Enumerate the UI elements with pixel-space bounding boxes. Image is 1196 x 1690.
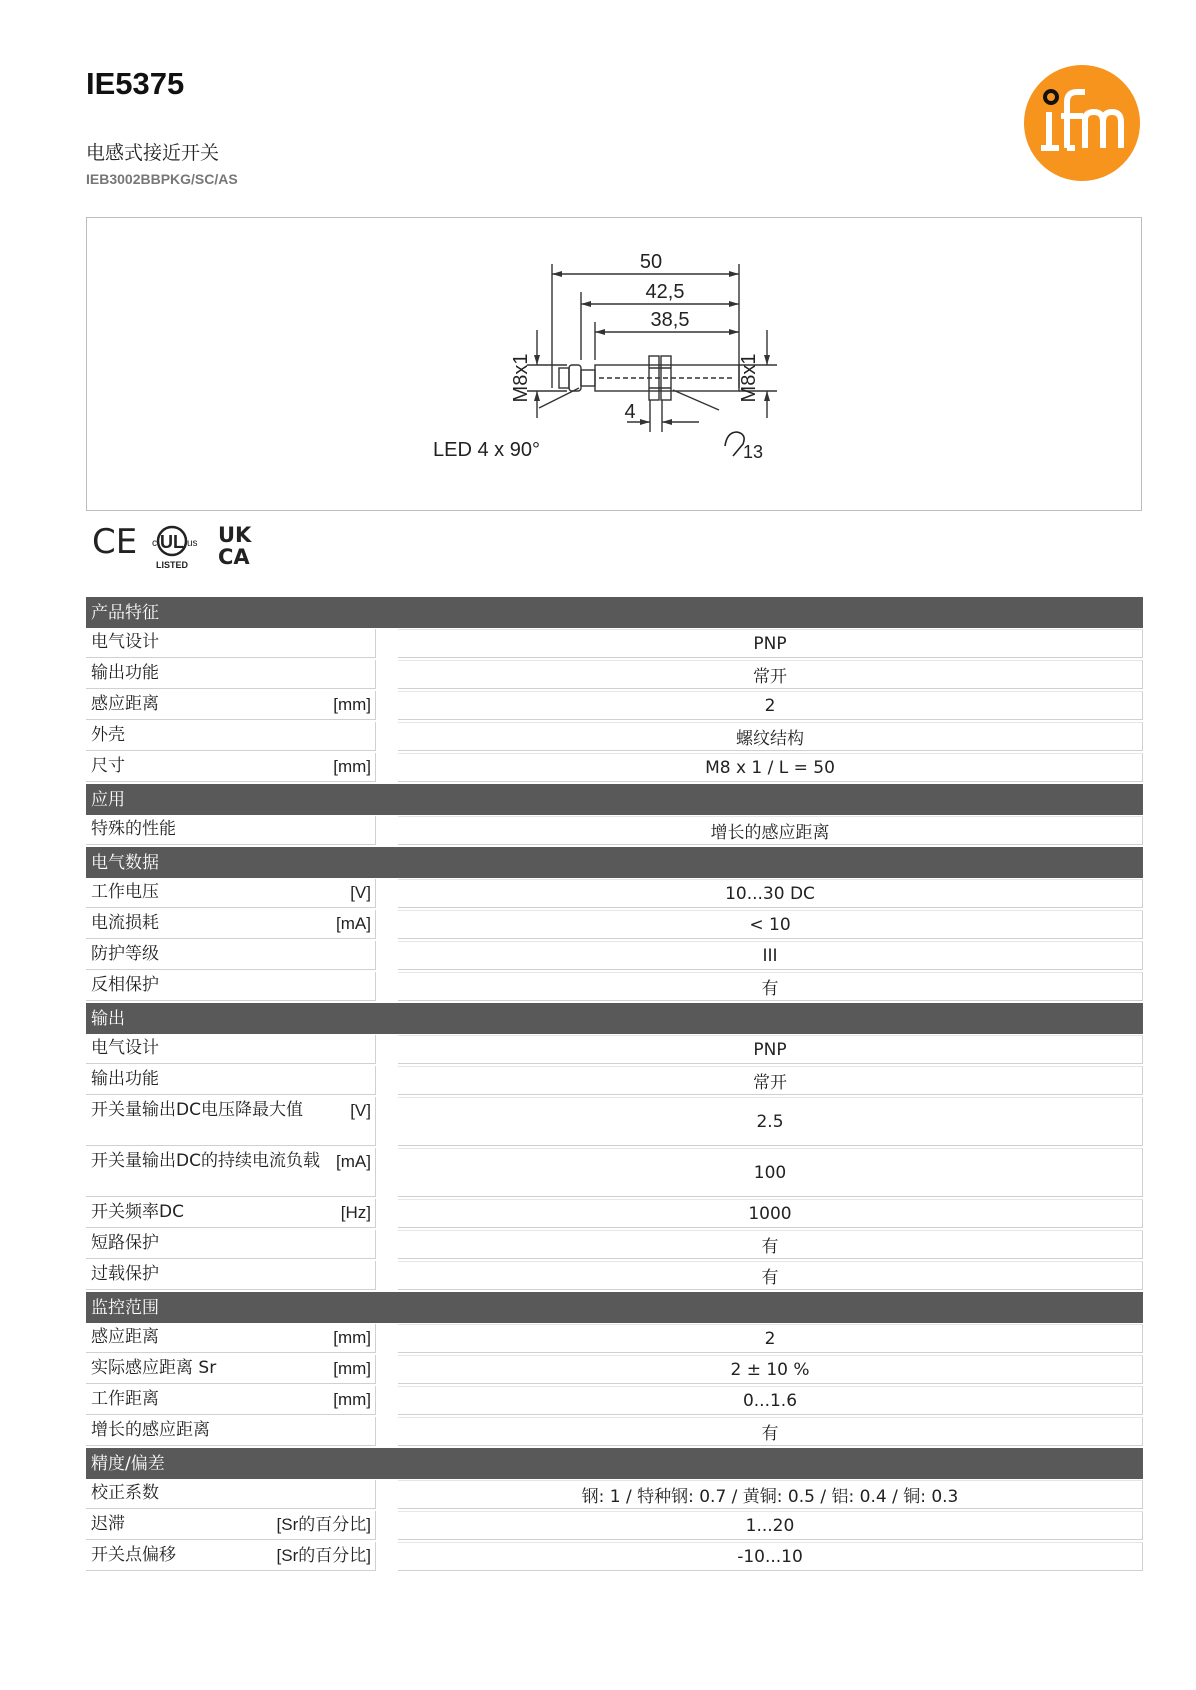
dim-50: 50: [639, 251, 663, 273]
spec-label-cell: [86, 1097, 376, 1146]
spec-label: 输出功能: [91, 663, 159, 683]
spec-label: 增长的感应距离: [91, 1420, 210, 1440]
ifm-logo: [1023, 64, 1141, 182]
spec-value: PNP: [398, 1035, 1143, 1064]
spec-row: [86, 941, 1143, 970]
spec-value: < 10: [398, 910, 1143, 939]
spec-label-cell: [86, 879, 376, 908]
spec-unit: [363, 631, 371, 655]
product-code: IE5375: [86, 66, 185, 101]
spec-unit: [363, 1068, 371, 1092]
section-header: 电气数据: [86, 847, 1143, 878]
spec-unit: [363, 1037, 371, 1061]
spec-label-cell: [86, 1386, 376, 1415]
spec-value: 2: [398, 1324, 1143, 1353]
spec-row: [86, 1324, 1143, 1353]
spec-value: 增长的感应距离: [398, 816, 1143, 845]
certification-marks: [92, 520, 262, 570]
svg-text:LISTED: LISTED: [155, 560, 189, 570]
spec-unit: [363, 818, 371, 842]
spec-value: 常开: [398, 660, 1143, 689]
spec-unit: [363, 1482, 371, 1506]
spec-value: M8 x 1 / L = 50: [398, 753, 1143, 782]
article-code: IEB3002BBPKG/SC/AS: [86, 171, 238, 187]
spec-label-cell: [86, 816, 376, 845]
spec-row: [86, 1542, 1143, 1571]
spec-label-cell: [86, 1480, 376, 1509]
thread-left: M8x1: [510, 353, 532, 403]
spec-label-cell: [86, 1035, 376, 1064]
thread-right: M8x1: [738, 353, 760, 403]
spec-row: [86, 629, 1143, 658]
product-type: 电感式接近开关: [86, 142, 220, 164]
spec-value: 有: [398, 1261, 1143, 1290]
spec-row: [86, 753, 1143, 782]
spec-label: 反相保护: [91, 975, 159, 995]
spec-label-cell: [86, 1261, 376, 1290]
spec-label: 工作距离: [91, 1389, 159, 1409]
spec-unit: [mm]: [333, 757, 371, 776]
spec-row: [86, 1148, 1143, 1197]
spec-row: [86, 691, 1143, 720]
spec-row: [86, 1511, 1143, 1540]
spec-row: [86, 660, 1143, 689]
svg-text:UL: UL: [160, 532, 184, 552]
spec-value: 2.5: [398, 1097, 1143, 1146]
spec-unit: [V]: [350, 1101, 371, 1120]
spec-label: 过载保护: [91, 1264, 159, 1284]
spec-label-cell: [86, 1148, 376, 1197]
spec-label: 尺寸: [91, 756, 125, 776]
svg-text:c: c: [152, 538, 157, 549]
spec-row: [86, 1230, 1143, 1259]
spec-table: [86, 597, 1143, 1573]
spec-label: 迟滞: [91, 1514, 125, 1534]
spec-value: 螺纹结构: [398, 722, 1143, 751]
spec-value: 10...30 DC: [398, 879, 1143, 908]
spec-label: 开关频率DC: [91, 1202, 184, 1222]
spec-value: III: [398, 941, 1143, 970]
spec-unit: [mA]: [336, 1152, 371, 1171]
spec-row: [86, 1199, 1143, 1228]
spec-unit: [mm]: [333, 1328, 371, 1347]
spec-label: 实际感应距离 Sr: [91, 1358, 217, 1378]
spec-unit: [363, 1232, 371, 1256]
spec-value: 1000: [398, 1199, 1143, 1228]
spec-label-cell: [86, 1355, 376, 1384]
spec-value: 有: [398, 1417, 1143, 1446]
spec-row: [86, 972, 1143, 1001]
ce-mark: CE: [92, 522, 138, 562]
spec-row: [86, 1035, 1143, 1064]
spec-unit: [363, 943, 371, 967]
spec-unit: [Sr的百分比]: [276, 1546, 371, 1565]
spec-row: [86, 879, 1143, 908]
wrench-size: 13: [743, 442, 764, 462]
spec-unit: [Sr的百分比]: [276, 1515, 371, 1534]
spec-unit: [363, 974, 371, 998]
spec-unit: [363, 724, 371, 748]
spec-value: 2 ± 10 %: [398, 1355, 1143, 1384]
spec-value: 钢: 1 / 特种钢: 0.7 / 黄铜: 0.5 / 铝: 0.4 / 铜: 0.3: [398, 1480, 1143, 1509]
spec-label: 电流损耗: [91, 913, 159, 933]
spec-label-cell: [86, 722, 376, 751]
spec-label: 开关量输出DC电压降最大值: [91, 1100, 303, 1120]
spec-row: [86, 1355, 1143, 1384]
spec-label-cell: [86, 1066, 376, 1095]
spec-unit: [mm]: [333, 1359, 371, 1378]
spec-row: [86, 1417, 1143, 1446]
spec-label: 感应距离: [91, 1327, 159, 1347]
svg-text:CA: CA: [218, 545, 250, 569]
spec-unit: [mm]: [333, 695, 371, 714]
spec-label-cell: [86, 691, 376, 720]
spec-label-cell: [86, 1199, 376, 1228]
dim-38-5: 38,5: [650, 309, 690, 331]
spec-label-cell: [86, 910, 376, 939]
spec-label: 开关点偏移: [91, 1545, 176, 1565]
spec-value: -10...10: [398, 1542, 1143, 1571]
spec-row: [86, 1261, 1143, 1290]
section-header: 监控范围: [86, 1292, 1143, 1323]
spec-label-cell: [86, 1417, 376, 1446]
spec-row: [86, 1480, 1143, 1509]
spec-row: [86, 816, 1143, 845]
spec-value: 100: [398, 1148, 1143, 1197]
dim-42-5: 42,5: [645, 281, 685, 303]
spec-label: 感应距离: [91, 694, 159, 714]
spec-label: 开关量输出DC的持续电流负载: [91, 1151, 320, 1171]
spec-unit: [Hz]: [340, 1203, 371, 1222]
spec-row: [86, 1097, 1143, 1146]
spec-value: 1...20: [398, 1511, 1143, 1540]
svg-text:us: us: [187, 538, 198, 549]
spec-unit: [363, 1263, 371, 1287]
spec-label: 外壳: [91, 725, 125, 745]
spec-label: 输出功能: [91, 1069, 159, 1089]
dim-4: 4: [624, 401, 636, 423]
spec-label-cell: [86, 660, 376, 689]
section-header: 精度/偏差: [86, 1448, 1143, 1479]
wrench-icon: [725, 432, 744, 456]
spec-label: 电气设计: [91, 632, 159, 652]
section-header: 应用: [86, 784, 1143, 815]
section-header: 产品特征: [86, 597, 1143, 628]
spec-label: 短路保护: [91, 1233, 159, 1253]
spec-unit: [V]: [350, 883, 371, 902]
spec-row: [86, 910, 1143, 939]
spec-label-cell: [86, 972, 376, 1001]
spec-label: 防护等级: [91, 944, 159, 964]
spec-label-cell: [86, 1324, 376, 1353]
spec-value: 有: [398, 972, 1143, 1001]
spec-row: [86, 1386, 1143, 1415]
spec-value: 0...1.6: [398, 1386, 1143, 1415]
spec-label-cell: [86, 1542, 376, 1571]
spec-unit: [363, 1419, 371, 1443]
spec-value: 常开: [398, 1066, 1143, 1095]
spec-label-cell: [86, 1230, 376, 1259]
spec-label-cell: [86, 1511, 376, 1540]
spec-unit: [363, 662, 371, 686]
spec-value: 有: [398, 1230, 1143, 1259]
spec-label: 电气设计: [91, 1038, 159, 1058]
spec-unit: [mA]: [336, 914, 371, 933]
spec-label: 校正系数: [91, 1483, 159, 1503]
spec-label-cell: [86, 753, 376, 782]
spec-unit: [mm]: [333, 1390, 371, 1409]
spec-value: 2: [398, 691, 1143, 720]
ukca-mark: UK: [218, 523, 252, 547]
spec-label-cell: [86, 629, 376, 658]
section-header: 输出: [86, 1003, 1143, 1034]
dimension-drawing: [86, 217, 1142, 511]
spec-row: [86, 1066, 1143, 1095]
spec-row: [86, 722, 1143, 751]
spec-value: PNP: [398, 629, 1143, 658]
led-label: LED 4 x 90°: [433, 439, 540, 461]
spec-label-cell: [86, 941, 376, 970]
spec-label: 工作电压: [91, 882, 159, 902]
spec-label: 特殊的性能: [91, 819, 176, 839]
